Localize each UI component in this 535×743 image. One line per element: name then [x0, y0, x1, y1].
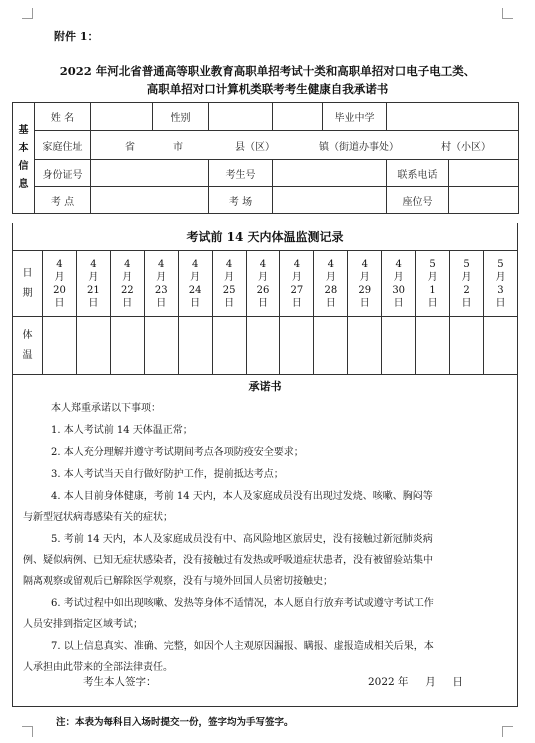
signature-date: 2022 年 月 日 — [368, 676, 463, 688]
pledge-section — [12, 372, 518, 707]
date-cell: 4 月 26 日 — [246, 251, 280, 317]
temperature-entry-cell[interactable] — [348, 317, 382, 375]
gender-label: 性别 — [153, 103, 209, 131]
id-number-field[interactable] — [91, 160, 209, 187]
pledge-item-7-line-1: 7. 以上信息真实、准确、完整，如因个人主观原因漏报、瞒报、虚报造成相关后果，本 — [51, 641, 434, 652]
phone-field[interactable] — [449, 160, 519, 187]
signature-label: 考生本人签字： — [83, 676, 157, 688]
pledge-intro: 本人郑重承诺以下事项： — [51, 403, 161, 414]
attachment-label: 附件 1： — [54, 30, 99, 43]
temperature-entry-cell[interactable] — [314, 317, 348, 375]
exam-room-label: 考 场 — [209, 187, 273, 214]
temperature-entry-cell[interactable] — [483, 317, 517, 375]
document-title-line-1: 2022 年河北省普通高等职业教育高职单招考试十类和高职单招对口电子电工类、 — [59, 64, 476, 78]
date-cell: 4 月 28 日 — [314, 251, 348, 317]
date-cell: 4 月 27 日 — [280, 251, 314, 317]
name-label: 姓 名 — [35, 103, 91, 131]
pledge-item-6-line-2: 人员安排到指定区域考试； — [23, 619, 143, 630]
basic-info-table — [12, 102, 519, 214]
date-row-label: 日 期 — [13, 251, 43, 317]
temperature-record-title: 考试前 14 天内体温监测记录 — [12, 223, 518, 251]
temperature-entry-cell[interactable] — [382, 317, 416, 375]
temperature-entry-cell[interactable] — [43, 317, 77, 375]
addr-county: 县（区） — [235, 141, 275, 153]
date-cell: 5 月 1 日 — [416, 251, 450, 317]
temperature-entry-cell[interactable] — [416, 317, 450, 375]
page-corner-mark — [502, 726, 513, 737]
temperature-entry-cell[interactable] — [280, 317, 314, 375]
pledge-title: 承诺书 — [248, 380, 282, 393]
exam-room-field[interactable] — [273, 187, 387, 214]
date-cell: 4 月 22 日 — [110, 251, 144, 317]
seat-number-label: 座位号 — [387, 187, 449, 214]
address-label: 家庭住址 — [35, 131, 91, 160]
date-cell: 5 月 3 日 — [483, 251, 517, 317]
temperature-entry-cell[interactable] — [110, 317, 144, 375]
pledge-item-7-line-2: 人承担由此带来的全部法律责任。 — [23, 662, 173, 673]
date-cell: 4 月 23 日 — [144, 251, 178, 317]
exam-site-field[interactable] — [91, 187, 209, 214]
document-title-line-2: 高职单招对口计算机类联考考生健康自我承诺书 — [146, 82, 389, 96]
page-corner-mark — [502, 8, 513, 19]
temperature-entry-cell[interactable] — [144, 317, 178, 375]
temperature-row-label: 体 温 — [13, 317, 43, 375]
school-field[interactable] — [387, 103, 519, 131]
date-cell: 4 月 25 日 — [212, 251, 246, 317]
temperature-entry-cell[interactable] — [178, 317, 212, 375]
date-cell: 5 月 2 日 — [450, 251, 484, 317]
blank-cell — [273, 103, 323, 131]
addr-village: 村（小区） — [441, 141, 491, 153]
pledge-item-2: 2. 本人充分理解并遵守考试期间考点各项防疫安全要求； — [51, 447, 304, 458]
temperature-entry-cell[interactable] — [450, 317, 484, 375]
pledge-item-5-line-3: 隔离观察或留观后已解除医学观察，没有与境外回国人员密切接触史； — [23, 576, 333, 587]
temperature-table — [12, 250, 518, 375]
id-number-label: 身份证号 — [35, 160, 91, 187]
addr-province: 省 — [125, 141, 135, 153]
pledge-item-6-line-1: 6. 考试过程中如出现咳嗽、发热等身体不适情况，本人愿自行放弃考试或遵守考试工作 — [51, 598, 434, 609]
exam-number-field[interactable] — [273, 160, 387, 187]
exam-number-label: 考生号 — [209, 160, 273, 187]
pledge-item-5-line-2: 例、疑似病例、已知无症状感染者，没有接触过有发热或呼吸道症状患者，没有被留验站集中 — [23, 555, 433, 566]
page-corner-mark — [22, 8, 33, 19]
date-cell: 4 月 30 日 — [382, 251, 416, 317]
date-cell: 4 月 24 日 — [178, 251, 212, 317]
exam-site-label: 考 点 — [35, 187, 91, 214]
school-label: 毕业中学 — [323, 103, 387, 131]
pledge-item-1: 1. 本人考试前 14 天体温正常； — [51, 425, 193, 436]
phone-label: 联系电话 — [387, 160, 449, 187]
pledge-item-4-line-1: 4. 本人目前身体健康，考前 14 天内，本人及家庭成员没有出现过发烧、咳嗽、胸闷等 — [51, 491, 433, 502]
name-field[interactable] — [91, 103, 153, 131]
pledge-item-5-line-1: 5. 考前 14 天内，本人及家庭成员没有中、高风险地区旅居史，没有接触过新冠肺炎病 — [51, 534, 433, 545]
date-cell: 4 月 29 日 — [348, 251, 382, 317]
temperature-entry-cell[interactable] — [76, 317, 110, 375]
date-cell: 4 月 20 日 — [43, 251, 77, 317]
temperature-entry-cell[interactable] — [246, 317, 280, 375]
addr-city: 市 — [173, 141, 183, 153]
date-cell: 4 月 21 日 — [76, 251, 110, 317]
temperature-entry-cell[interactable] — [212, 317, 246, 375]
page-corner-mark — [22, 726, 33, 737]
pledge-item-3: 3. 本人考试当天自行做好防护工作，提前抵达考点； — [51, 469, 284, 480]
basic-info-side-label: 基 本 信 息 — [13, 103, 35, 214]
addr-town: 镇（街道办事处） — [319, 141, 399, 153]
seat-number-field[interactable] — [449, 187, 519, 214]
address-field[interactable] — [91, 131, 519, 160]
pledge-item-4-line-2: 与新型冠状病毒感染有关的症状； — [23, 512, 173, 523]
footnote: 注：本表为每科目入场时提交一份，签字均为手写签字。 — [56, 717, 294, 728]
gender-field[interactable] — [209, 103, 273, 131]
